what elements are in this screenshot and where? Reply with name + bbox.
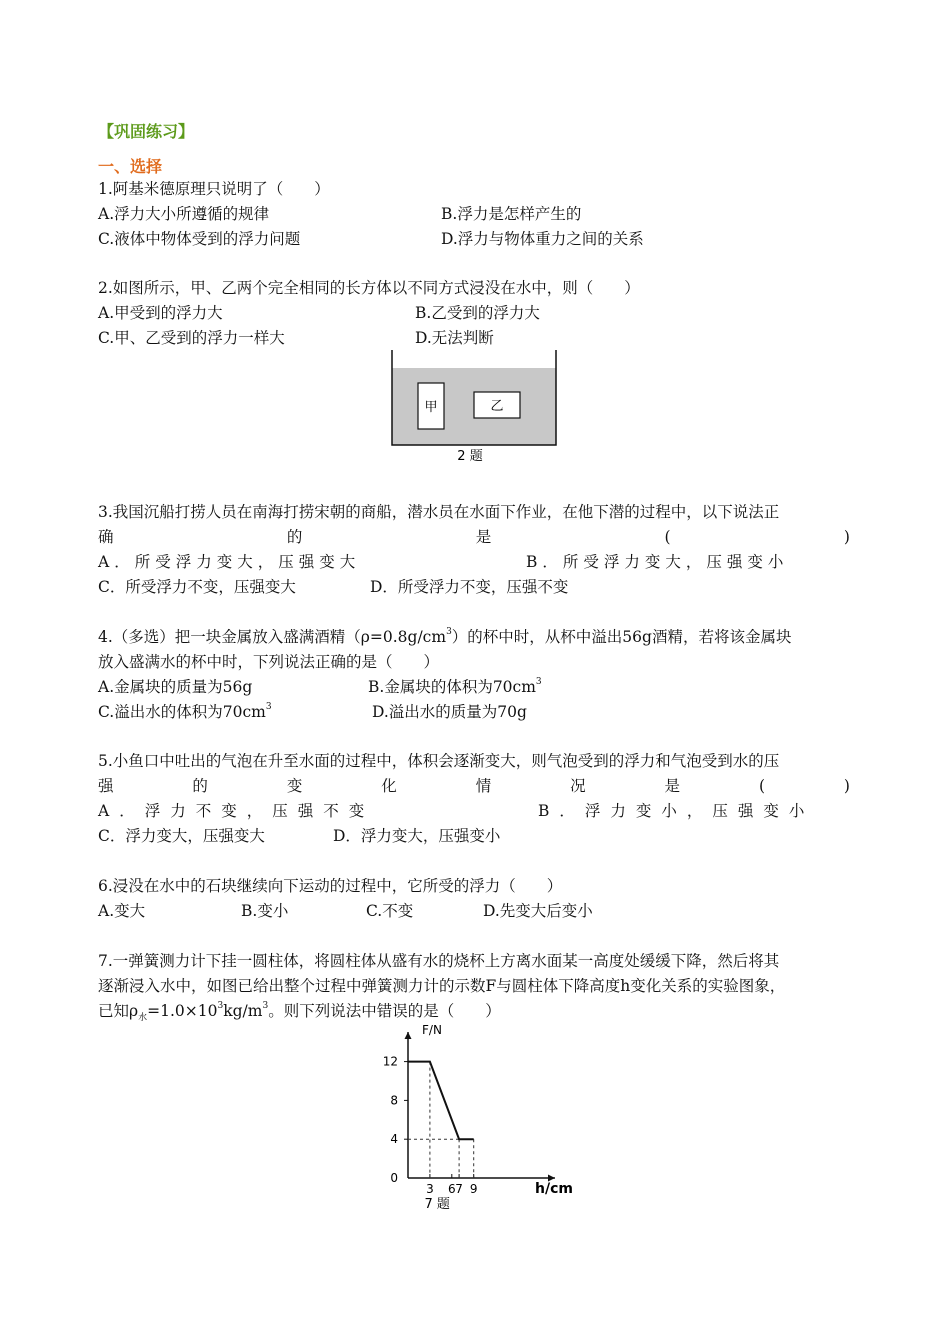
q5-word: 是 (664, 777, 681, 795)
q5-word: ( (758, 777, 766, 795)
q4-line1-post: ）的杯中时，从杯中溢出56g酒精，若将该金属块 (451, 628, 792, 646)
q1-option-a: A.浮力大小所遵循的规律 (98, 205, 270, 223)
q7-force-height-chart (360, 1020, 590, 1210)
q5-option-d: D．浮力变大，压强变小 (333, 827, 501, 845)
q6-stem: 6.浸没在水中的石块继续向下运动的过程中，它所受的浮力（ ） (98, 877, 563, 895)
q5-word: 变 (286, 777, 303, 795)
q5-line1: 5.小鱼口中吐出的气泡在升至水面的过程中，体积会逐渐变大，则气泡受到的浮力和气泡受到水的压 (98, 752, 780, 770)
label-jia: 甲 (424, 400, 438, 415)
q6-option-c: C.不变 (366, 902, 414, 920)
y-tick-label: 4 (390, 1132, 398, 1147)
q7-line3-sub: 水 (138, 1013, 148, 1024)
q3-word: 确 (98, 528, 114, 546)
x-tick-label: 7 (455, 1182, 463, 1196)
x-tick-label: 3 (426, 1182, 434, 1196)
q4-option-b (368, 677, 542, 697)
q1-stem: 1.阿基米德原理只说明了（ ） (98, 180, 330, 198)
q2-option-a: A.甲受到的浮力大 (98, 304, 223, 322)
q2-option-b: B.乙受到的浮力大 (415, 304, 540, 322)
q2-beaker-figure (380, 348, 570, 468)
q4-line1-pre: 4.（多选）把一块金属放入盛满酒精（ρ=0.8g/cm (98, 628, 447, 646)
q2-option-c: C.甲、乙受到的浮力一样大 (98, 329, 285, 347)
q3-option-a: A．所受浮力变大，压强变大 (98, 553, 361, 571)
q3-option-c: C．所受浮力不变，压强变大 (98, 578, 296, 596)
q4-option-b-sup: 3 (535, 677, 542, 687)
q4-line2: 放入盛满水的杯中时，下列说法正确的是（ ） (98, 653, 440, 671)
q3-option-b: B．所受浮力变大，压强变小 (526, 553, 789, 571)
q4-option-c-text: C.溢出水的体积为70cm (98, 703, 266, 721)
x-tick-label: 6 (447, 1182, 456, 1196)
x-tick-label: 9 (469, 1182, 478, 1196)
q3-option-d: D．所受浮力不变，压强不变 (370, 578, 569, 596)
q7-line3-sup2: 3 (262, 1001, 269, 1011)
q7-line3-mid2: kg/m (223, 1002, 263, 1020)
q6-option-d: D.先变大后变小 (483, 902, 593, 920)
q2-figure-caption: 2 题 (457, 449, 483, 464)
q1-option-c: C.液体中物体受到的浮力问题 (98, 230, 301, 248)
q3-line2 (98, 527, 850, 547)
q5-option-c: C．浮力变大，压强变大 (98, 827, 265, 845)
force-height-line (408, 1062, 474, 1140)
y-tick-label: 8 (390, 1093, 398, 1108)
label-yi: 乙 (490, 399, 504, 414)
origin-label: 0 (390, 1171, 398, 1185)
q5-word: 化 (381, 777, 397, 795)
q6-option-b: B.变小 (241, 902, 289, 920)
q2-option-d: D.无法判断 (415, 329, 494, 347)
q5-line2 (98, 776, 850, 796)
q4-line1 (98, 627, 791, 647)
q3-word: ) (843, 528, 850, 546)
q7-line3-post: 。则下列说法中错误的是（ ） (268, 1002, 501, 1020)
q6-option-a: A.变大 (98, 902, 146, 920)
section-header: 【巩固练习】 (98, 122, 195, 141)
q7-line3-mid: =1.0×10 (147, 1002, 218, 1020)
q3-line1: 3.我国沉船打捞人员在南海打捞宋朝的商船，潜水员在水面下作业，在他下潜的过程中，以下说法正 (98, 503, 780, 521)
y-axis-label: F/N (422, 1023, 442, 1037)
q5-word: ) (843, 777, 850, 795)
q4-option-b-text: B.金属块的体积为70cm (368, 678, 536, 696)
y-axis-arrow (405, 1032, 412, 1039)
q4-option-c-sup: 3 (265, 702, 272, 712)
q2-stem: 2.如图所示，甲、乙两个完全相同的长方体以不同方式浸没在水中，则（ ） (98, 279, 640, 297)
q4-option-a: A.金属块的质量为56g (98, 678, 253, 696)
q5-option-a: A．浮力不变，压强不变 (98, 802, 375, 820)
q5-word: 的 (192, 777, 208, 795)
q5-word: 强 (98, 777, 114, 795)
y-tick-label: 12 (382, 1054, 398, 1069)
q7-figure-caption: 7 题 (424, 1197, 450, 1210)
q3-word: ( (664, 528, 671, 546)
q7-line2: 逐渐浸入水中，如图已给出整个过程中弹簧测力计的示数F与圆柱体下降高度h变化关系的实验图象， (98, 977, 786, 995)
q1-option-b: B.浮力是怎样产生的 (441, 205, 582, 223)
q5-word: 情 (475, 777, 492, 795)
q4-line1-sup: 3 (446, 627, 452, 637)
q3-word: 的 (286, 528, 303, 546)
q1-option-d: D.浮力与物体重力之间的关系 (441, 230, 644, 248)
q5-option-b: B．浮力变小，压强变小 (538, 802, 815, 820)
q5-word: 况 (570, 777, 586, 795)
section-title: 一、选择 (98, 157, 163, 176)
q4-option-d: D.溢出水的质量为70g (372, 703, 527, 721)
q4-option-c (98, 702, 272, 722)
q7-line3-pre: 已知ρ (98, 1002, 139, 1020)
q3-word: 是 (475, 528, 492, 546)
x-axis-label: h/cm (535, 1181, 573, 1197)
q7-line1: 7.一弹簧测力计下挂一圆柱体，将圆柱体从盛有水的烧杯上方离水面某一高度处缓缓下降，然后将其 (98, 952, 780, 970)
q7-line3-sup1: 3 (217, 1001, 224, 1011)
